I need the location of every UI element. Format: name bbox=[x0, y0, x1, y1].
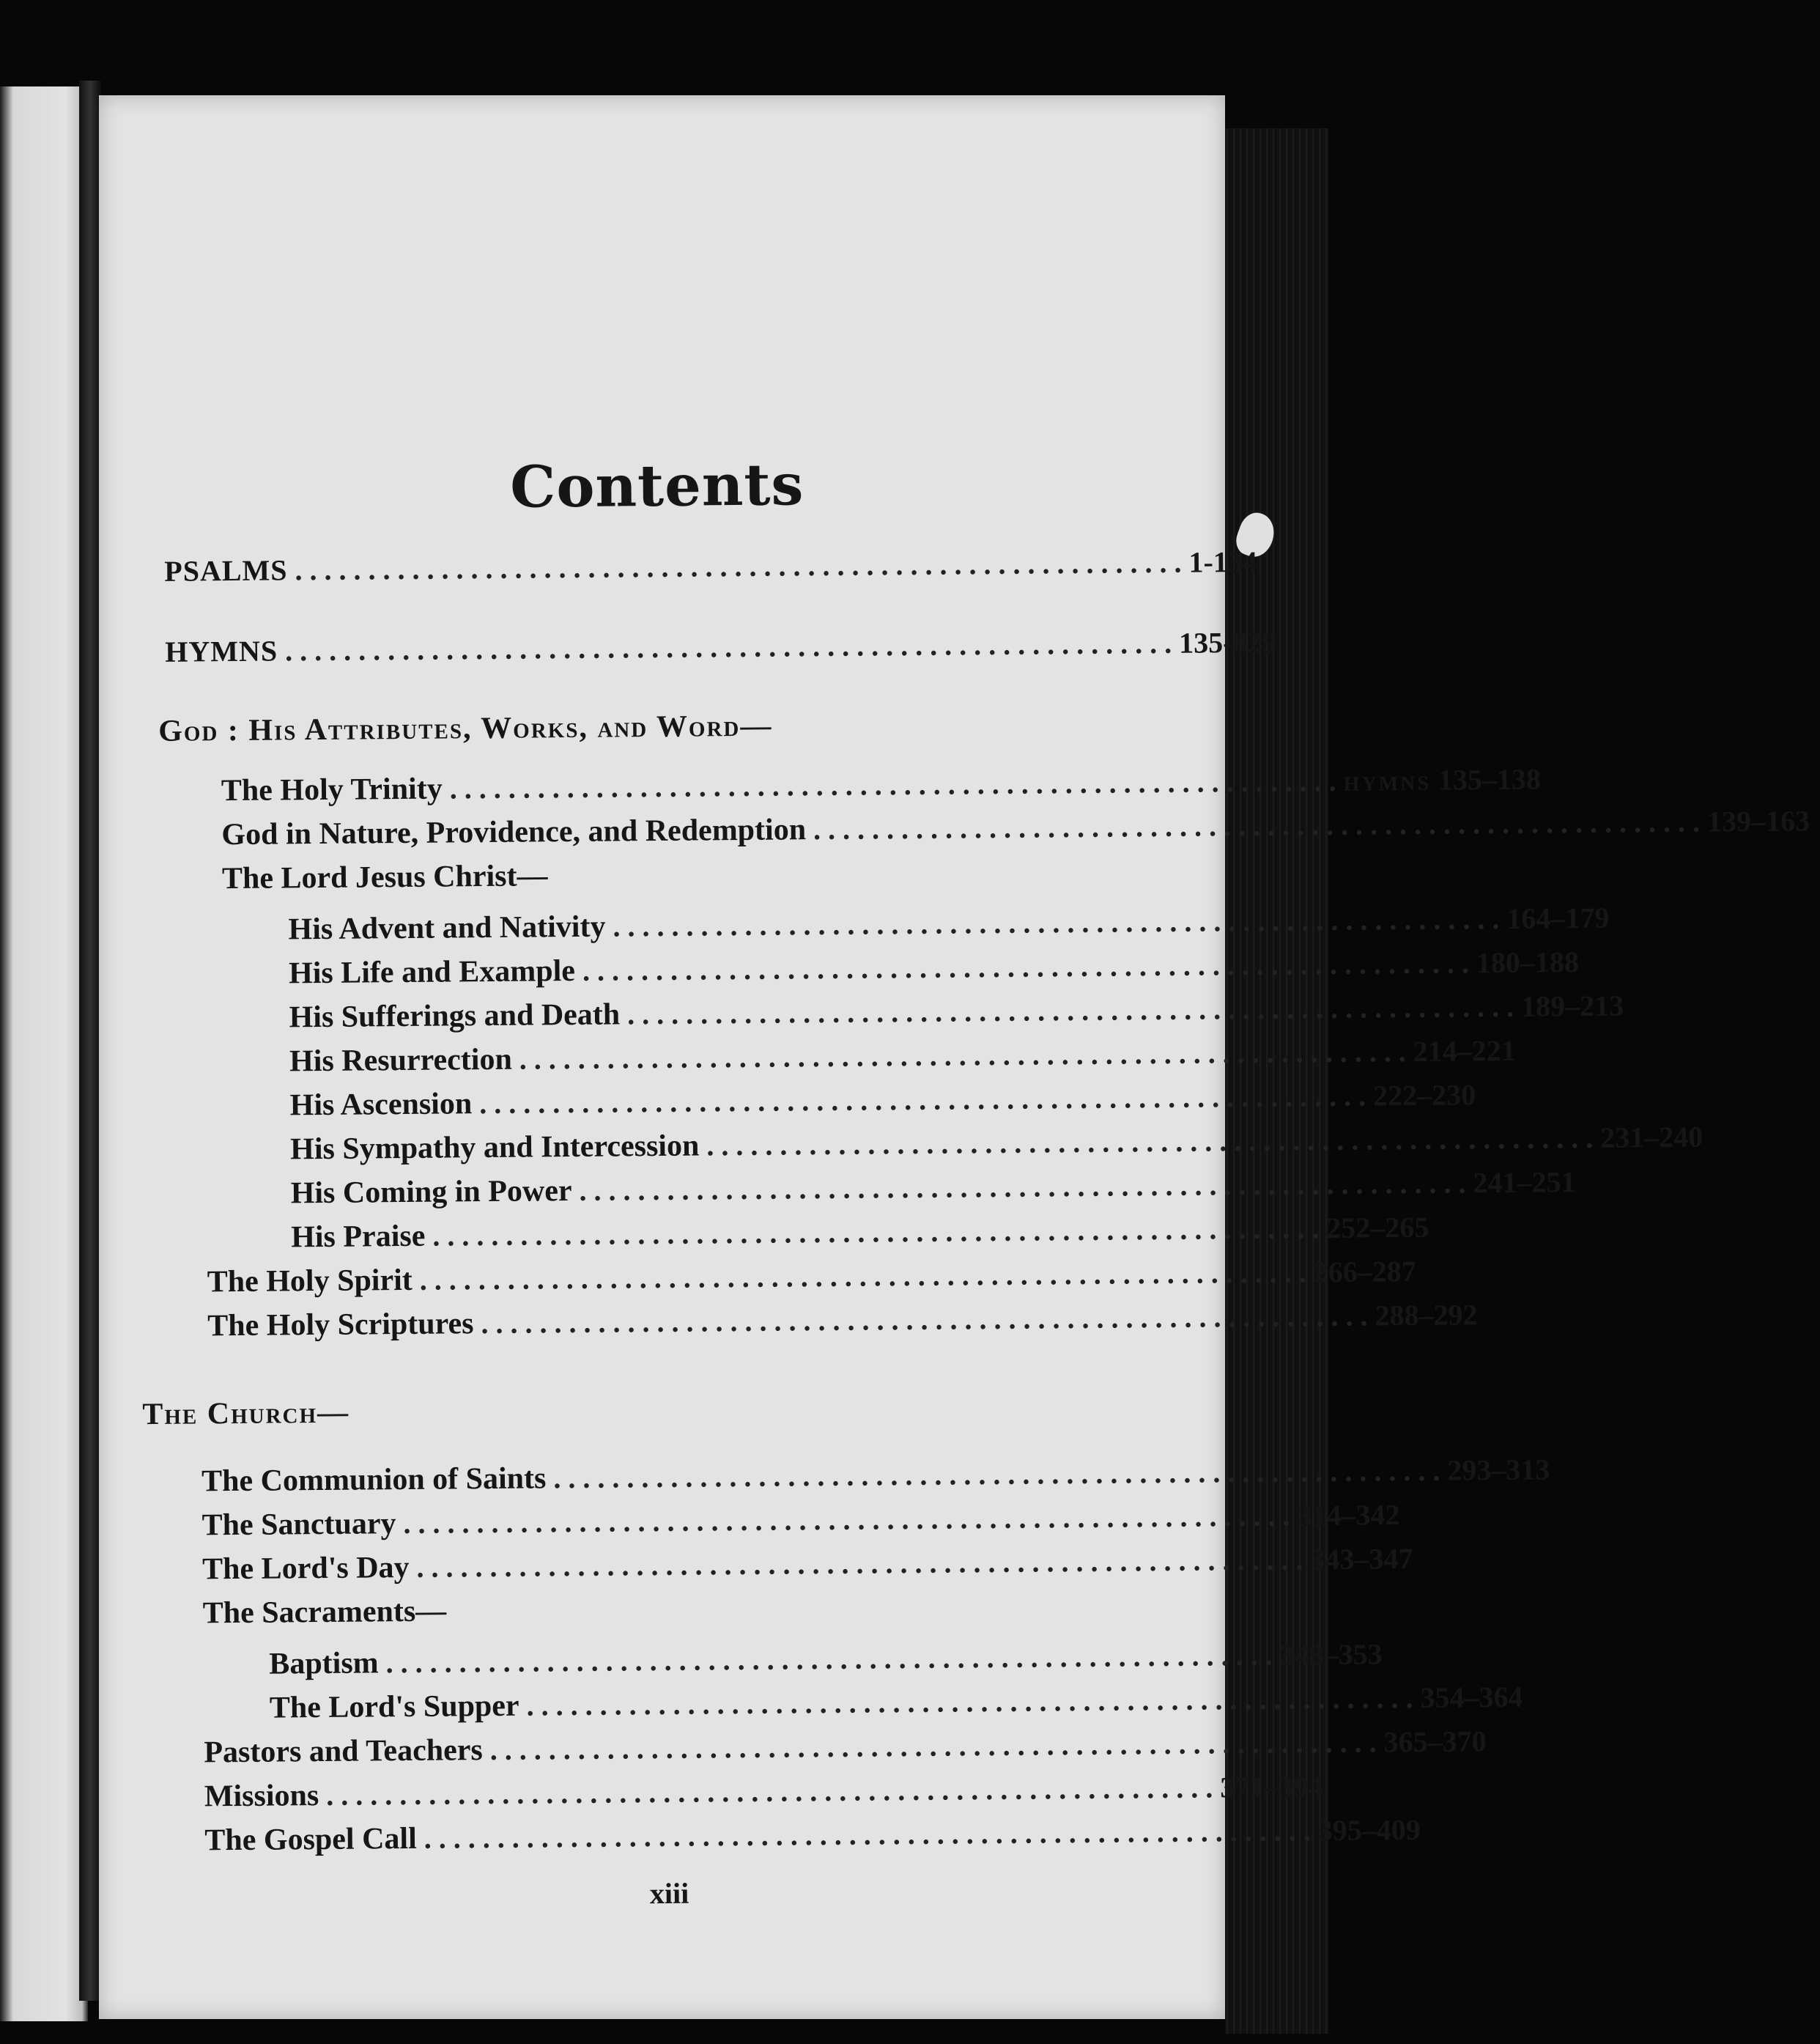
toc-entry-label: His Life and Example bbox=[288, 953, 576, 991]
toc-subheading bbox=[222, 853, 1175, 908]
dot-leader: . . . . . . . . . . . . . . . . . . . . . . . . . . . . . . . . . . . . . . . . . . . . . . . . . . . . . . . . . . . . . bbox=[553, 1453, 1440, 1495]
toc-entry-pages: 189–213 bbox=[1520, 989, 1624, 1023]
toc-entry-label: His Sympathy and Intercession bbox=[289, 1129, 700, 1167]
toc-entry-pages: 1-134 bbox=[1188, 545, 1258, 579]
toc-entry-pages: 395–409 bbox=[1317, 1812, 1421, 1848]
dot-leader: . . . . . . . . . . . . . . . . . . . . . . . . . . . . . . . . . . . . . . . . . . . . . . . . . . . . . . . . . . . . . bbox=[613, 901, 1500, 943]
toc-entry-pages: 231–240 bbox=[1600, 1120, 1704, 1154]
dot-leader: . . . . . . . . . . . . . . . . . . . . . . . . . . . . . . . . . . . . . . . . . . . . . . . . . . . . . . . . . . . . . bbox=[489, 1725, 1377, 1767]
toc-entry-pages: 214–221 bbox=[1413, 1033, 1516, 1068]
toc-entry-pages: 348–353 bbox=[1279, 1637, 1383, 1672]
dot-leader: . . . . . . . . . . . . . . . . . . . . . . . . . . . . . . . . . . . . . . . . . . . . . . . . . . . . . . . . . . . . . bbox=[423, 1814, 1311, 1855]
toc-entry-label: The Lord Jesus Christ— bbox=[221, 859, 548, 896]
toc-entry bbox=[204, 1812, 1421, 1870]
toc-entry-pages: 135-829 bbox=[1178, 625, 1277, 660]
toc-entry-label: The Sanctuary bbox=[201, 1507, 396, 1543]
previous-page-edge bbox=[0, 86, 88, 2021]
dot-leader: . . . . . . . . . . . . . . . . . . . . . . . . . . . . . . . . . . . . . . . . . . . . . . . . . . . . . . . . . . . . . bbox=[449, 764, 1336, 805]
toc-subheading bbox=[202, 1587, 1177, 1643]
toc-entry-pages: 314–342 bbox=[1297, 1498, 1400, 1532]
toc-entry-pages: 293–313 bbox=[1447, 1453, 1550, 1487]
toc-entry-pages: 266–287 bbox=[1313, 1254, 1416, 1289]
toc-entry-label: The Gospel Call bbox=[204, 1821, 417, 1858]
toc-entry-label: The Holy Scriptures bbox=[207, 1307, 474, 1343]
toc-entry-pages: 365–370 bbox=[1383, 1724, 1487, 1759]
toc-entry bbox=[207, 1298, 1478, 1356]
toc-entry-pages: 288–292 bbox=[1375, 1298, 1478, 1332]
toc-entry-label: HYMNS bbox=[165, 634, 278, 668]
toc-entry-prefix: HYMNS bbox=[1343, 772, 1432, 796]
dot-leader: . . . . . . . . . . . . . . . . . . . . . . . . . . . . . . . . . . . . . . . . . . . . . . . . . . . . . . . . . . . . . bbox=[481, 1299, 1368, 1340]
toc-entry-label: His Sufferings and Death bbox=[289, 997, 621, 1035]
toc-entry-label: Baptism bbox=[269, 1646, 379, 1681]
dot-leader: . . . . . . . . . . . . . . . . . . . . . . . . . . . . . . . . . . . . . . . . . . . . . . . . . . . . . . . . . . . . . bbox=[813, 805, 1701, 846]
dot-leader: . . . . . . . . . . . . . . . . . . . . . . . . . . . . . . . . . . . . . . . . . . . . . . . . . . . . . . . . . . . . . bbox=[582, 946, 1470, 987]
toc-entry-label: The Holy Spirit bbox=[207, 1263, 413, 1299]
dot-leader: . . . . . . . . . . . . . . . . . . . . . . . . . . . . . . . . . . . . . . . . . . . . . . . . . . . . . . . . . . . . . bbox=[579, 1166, 1466, 1207]
toc-entry-label: The Holy Trinity bbox=[221, 772, 443, 808]
toc-entry-label: His Resurrection bbox=[289, 1042, 513, 1079]
toc-entry-pages: 139–163 bbox=[1706, 804, 1810, 838]
dot-leader: . . . . . . . . . . . . . . . . . . . . . . . . . . . . . . . . . . . . . . . . . . . . . . . . . . . . . . . . . . . . . bbox=[432, 1211, 1320, 1252]
dot-leader: . . . . . . . . . . . . . . . . . . . . . . . . . . . . . . . . . . . . . . . . . . . . . . . . . . . . . . . . . . . . . bbox=[403, 1499, 1290, 1541]
toc-entry-label: The Communion of Saints bbox=[201, 1461, 547, 1499]
dot-leader: . . . . . . . . . . . . . . . . . . . . . . . . . . . . . . . . . . . . . . . . . . . . . . . . . . . . . . . . . . . . . bbox=[295, 545, 1182, 587]
toc-entry-pages: 241–251 bbox=[1473, 1165, 1576, 1200]
dot-leader: . . . . . . . . . . . . . . . . . . . . . . . . . . . . . . . . . . . . . . . . . . . . . . . . . . . . . . . . . . . . . bbox=[519, 1035, 1406, 1076]
toc-entry-hymns bbox=[165, 625, 1277, 682]
dot-leader: . . . . . . . . . . . . . . . . . . . . . . . . . . . . . . . . . . . . . . . . . . . . . . . . . . . . . . . . . . . . . bbox=[526, 1681, 1413, 1722]
toc-entry-label: The Sacraments— bbox=[202, 1594, 447, 1631]
dot-leader: . . . . . . . . . . . . . . . . . . . . . . . . . . . . . . . . . . . . . . . . . . . . . . . . . . . . . . . . . . . . . bbox=[419, 1255, 1306, 1296]
toc-entry-pages: 164–179 bbox=[1506, 901, 1610, 935]
section-heading-church: The Church— bbox=[142, 1395, 350, 1432]
dot-leader: . . . . . . . . . . . . . . . . . . . . . . . . . . . . . . . . . . . . . . . . . . . . . . . . . . . . . . . . . . . . . bbox=[284, 626, 1172, 668]
contents-page bbox=[91, 90, 1810, 2023]
toc-entry-pages: 135–138 bbox=[1438, 762, 1542, 797]
page-number: xiii bbox=[649, 1876, 689, 1911]
dot-leader: . . . . . . . . . . . . . . . . . . . . . . . . . . . . . . . . . . . . . . . . . . . . . . . . . . . . . . . . . . . . . bbox=[626, 989, 1514, 1031]
toc-entry-pages: 343–347 bbox=[1310, 1542, 1413, 1576]
section-heading-god: God : His Attributes, Works, and Word— bbox=[158, 709, 773, 748]
toc-entry-label: His Advent and Nativity bbox=[288, 910, 606, 947]
toc-entry-label: Missions bbox=[204, 1779, 319, 1814]
toc-entry-label: The Lord's Supper bbox=[269, 1689, 519, 1725]
toc-entry-label: His Ascension bbox=[289, 1087, 473, 1123]
page-title: Contents bbox=[509, 451, 804, 521]
dot-leader: . . . . . . . . . . . . . . . . . . . . . . . . . . . . . . . . . . . . . . . . . . . . . . . . . . . . . . . . . . . . . bbox=[479, 1079, 1366, 1121]
dot-leader: . . . . . . . . . . . . . . . . . . . . . . . . . . . . . . . . . . . . . . . . . . . . . . . . . . . . . . . . . . . . . bbox=[706, 1121, 1594, 1162]
toc-entry-pages: 371–394 bbox=[1220, 1770, 1323, 1804]
dot-leader: . . . . . . . . . . . . . . . . . . . . . . . . . . . . . . . . . . . . . . . . . . . . . . . . . . . . . . . . . . . . . bbox=[385, 1638, 1273, 1680]
toc-entry-label: His Praise bbox=[291, 1219, 426, 1255]
toc-entry-label: God in Nature, Providence, and Redemption bbox=[221, 813, 807, 852]
dot-leader: . . . . . . . . . . . . . . . . . . . . . . . . . . . . . . . . . . . . . . . . . . . . . . . . . . . . . . . . . . . . . bbox=[416, 1543, 1303, 1584]
dot-leader: . . . . . . . . . . . . . . . . . . . . . . . . . . . . . . . . . . . . . . . . . . . . . . . . . . . . . . . . . . . . . bbox=[326, 1771, 1213, 1812]
toc-entry-pages: 354–364 bbox=[1420, 1680, 1523, 1714]
toc-entry-label: Pastors and Teachers bbox=[204, 1733, 483, 1770]
toc-entry-pages: 180–188 bbox=[1476, 945, 1580, 980]
toc-entry-pages: 222–230 bbox=[1372, 1078, 1476, 1113]
toc-entry-label: His Coming in Power bbox=[290, 1174, 572, 1211]
toc-entry-label: The Lord's Day bbox=[201, 1550, 410, 1587]
toc-entry-label: PSALMS bbox=[164, 553, 288, 588]
toc-entry-psalms bbox=[164, 545, 1258, 601]
toc-entry-pages: 252–265 bbox=[1326, 1210, 1429, 1245]
